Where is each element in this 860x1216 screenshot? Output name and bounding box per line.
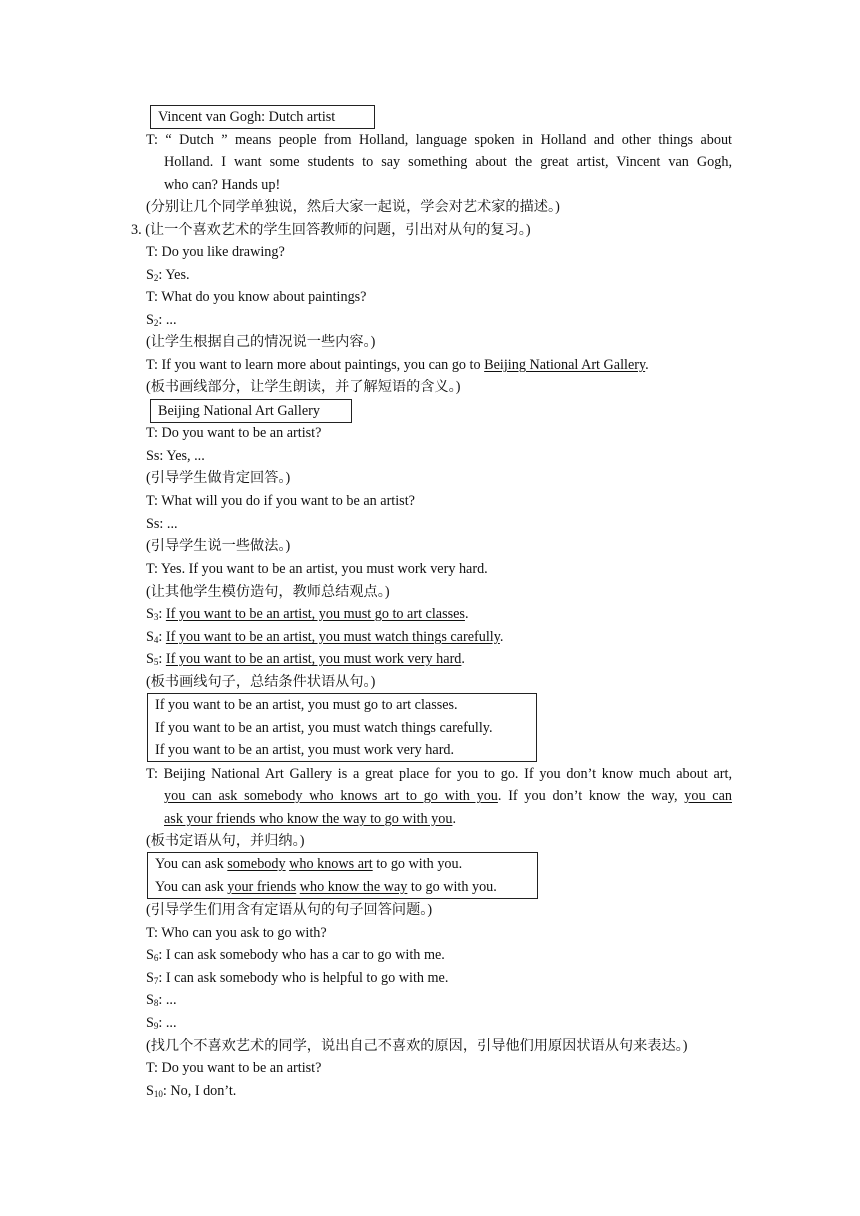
note-line: (板书画线部分，让学生朗读，并了解短语的含义。)	[146, 379, 461, 395]
note-line: (板书定语从句，并归纳。)	[146, 833, 305, 849]
board-box-attributive	[147, 852, 538, 899]
student-line: $S_7$: I can ask somebody who is helpful to go with me.	[146, 970, 449, 986]
note-line: (让其他学生模仿造句，教师总结观点。)	[146, 584, 390, 600]
student-line: $S_6$: I can ask somebody who has a car to go with me.	[146, 947, 445, 963]
note-line: (引导学生们用含有定语从句的句子回答问题。)	[146, 902, 433, 918]
student-line: $S_8$: ...	[146, 992, 177, 1008]
board-box-gallery	[150, 399, 352, 423]
dialogue-line: T: Who can you ask to go with?	[146, 925, 327, 941]
note-line: (分别让几个同学单独说，然后大家一起说，学会对艺术家的描述。)	[146, 199, 560, 215]
dialogue-line: T: What will you do if you want to be an artist?	[146, 493, 415, 509]
teacher-line: ask your friends who know the way to go with you.	[164, 811, 456, 827]
box-text: If you want to be an artist, you must go to art classes.	[155, 697, 458, 713]
teacher-line: you can ask somebody who knows art to go with you. If you don’t know the way, you can	[164, 788, 732, 804]
board-box-vincent	[150, 105, 375, 129]
box-text: Beijing National Art Gallery	[158, 403, 320, 419]
box-text: If you want to be an artist, you must work very hard.	[155, 742, 455, 758]
note-line: (找几个不喜欢艺术的同学，说出自己不喜欢的原因，引导他们用原因状语从句来表达。)	[146, 1038, 688, 1054]
board-box-conditional	[147, 693, 537, 762]
teacher-line: who can? Hands up!	[164, 177, 281, 193]
note-line: (让学生根据自己的情况说一些内容。)	[146, 334, 376, 350]
box-text: Vincent van Gogh: Dutch artist	[158, 109, 336, 125]
student-line: $S_5$: If you want to be an artist, you must work very hard.	[146, 651, 465, 667]
dialogue-line: T: Yes. If you want to be an artist, you must work very hard.	[146, 561, 488, 577]
note-line: (引导学生做肯定回答。)	[146, 470, 291, 486]
dialogue-line: Ss: Yes, ...	[146, 448, 205, 464]
student-line: $S_{10}$: No, I don’t.	[146, 1083, 237, 1099]
student-line: $S_3$: If you want to be an artist, you must go to art classes.	[146, 606, 469, 622]
student-line: $S_4$: If you want to be an artist, you must watch things carefully.	[146, 629, 504, 645]
dialogue-line: T: Do you want to be an artist?	[146, 425, 322, 441]
dialogue-line: $S_2$: Yes.	[146, 267, 190, 283]
dialogue-line: T: What do you know about paintings?	[146, 289, 367, 305]
dialogue-line: T: Do you want to be an artist?	[146, 1060, 322, 1076]
underlined-phrase: Beijing National Art Gallery	[484, 357, 646, 373]
box-text: You can ask your friends who know the way to go with you.	[155, 879, 497, 895]
note-line: (板书画线句子，总结条件状语从句。)	[146, 674, 376, 690]
note-line: (引导学生说一些做法。)	[146, 538, 291, 554]
teacher-line: T: Beijing National Art Gallery is a great place for you to go. If you don’t know much about art,	[146, 766, 732, 782]
student-line: $S_9$: ...	[146, 1015, 177, 1031]
box-text: If you want to be an artist, you must watch things carefully.	[155, 720, 493, 736]
dialogue-line: $S_2$: ...	[146, 312, 177, 328]
dialogue-line: T: If you want to learn more about paintings, you can go to Beijing National Art Gallery.	[146, 357, 649, 373]
section-item-3: 3. (让一个喜欢艺术的学生回答教师的问题，引出对从句的复习。)	[131, 222, 531, 238]
teacher-line: T: “ Dutch ” means people from Holland, language spoken in Holland and other things about	[146, 132, 732, 148]
box-text: You can ask somebody who knows art to go with you.	[155, 856, 463, 872]
teacher-line: Holland. I want some students to say something about the great artist, Vincent van Gogh,	[164, 154, 732, 170]
dialogue-line: Ss: ...	[146, 516, 178, 532]
dialogue-line: T: Do you like drawing?	[146, 244, 285, 260]
